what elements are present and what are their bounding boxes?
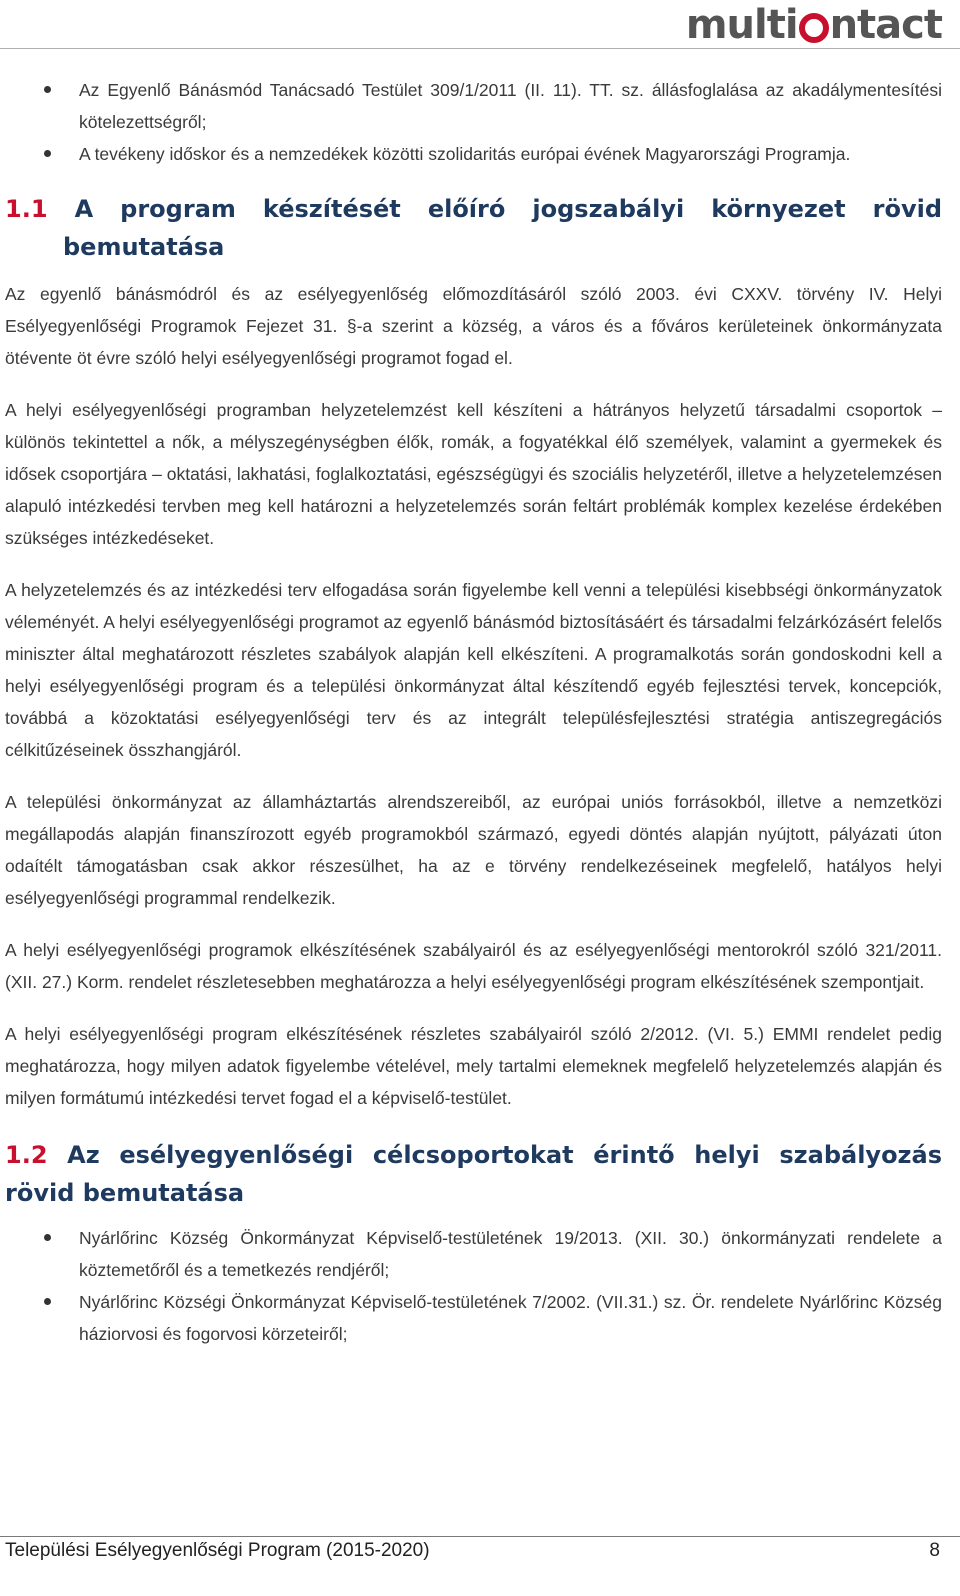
multicontact-logo bbox=[686, 2, 942, 48]
header-divider bbox=[0, 48, 960, 49]
section-title: Az esélyegyenlőségi célcsoportokat érintő helyi szabályozás rövid bemutatása bbox=[5, 1141, 943, 1207]
section-title: A program készítését előíró jogszabályi környezet rövid bemutatása bbox=[63, 195, 943, 261]
paragraph: A helyzetelemzés és az intézkedési terv elfogadása során figyelembe kell venni a települési kisebbségi önkormányzatok véleményét. A helyi esélyegyenlőségi programot az egyenlő bánásmód biztosításáért és társadalmi felzárkózásért felelős miniszter által meghatározott részletes szabályok alapján kell elkészíteni. A programalkotás során gondoskodni kell a helyi esélyegyenlőségi program és a települési önkormányzat által készítendő egyéb fejlesztési tervek, koncepciók, továbbá a közoktatási esélyegyenlőségi terv és az integrált településfejlesztési stratégia antiszegregációs célkitűzéseinek összhangjáról. bbox=[5, 580, 942, 760]
paragraph: A helyi esélyegyenlőségi program elkészítésének részletes szabályairól szóló 2/2012. (VI. 5.) EMMI rendelet pedig meghatározza, hogy milyen adatok figyelembe vételével, mely tartalmi elemeknek megfelelő helyzetelemzés alapján és milyen formátumú intézkedési tervet fogad el a képviselő-testület. bbox=[5, 1024, 942, 1108]
bullet-list-bottom bbox=[5, 1222, 942, 1350]
bullet-icon bbox=[44, 1298, 51, 1305]
footer-divider bbox=[0, 1536, 960, 1537]
list-item bbox=[5, 138, 942, 170]
section-number: 1.1 bbox=[5, 195, 48, 223]
logo-text-ntact: ntact bbox=[829, 2, 942, 48]
list-item-text: Nyárlőrinc Község Önkormányzat Képviselő-testületének 19/2013. (XII. 30.) önkormányzati rendelete a köztemetőről és a temetkezés rendjéről; bbox=[79, 1228, 942, 1280]
page-number: 8 bbox=[929, 1540, 940, 1561]
paragraph: A települési önkormányzat az államháztartás alrendszereiből, az európai uniós forrásokból, illetve a nemzetközi megállapodás alapján finanszírozott egyéb programokból származó, egyedi döntés alapján nyújtott, pályázati úton odaítélt támogatásban csak akkor részesülhet, ha az e törvény rendelkezéseinek megfelelő, hatályos helyi esélyegyenlőségi programmal rendelkezik. bbox=[5, 792, 942, 908]
list-item-text: Az Egyenlő Bánásmód Tanácsadó Testület 309/1/2011 (II. 11). TT. sz. állásfoglalása az akadálymentesítési kötelezettségről; bbox=[79, 80, 942, 132]
section-heading-1-2 bbox=[5, 1136, 942, 1212]
section-heading-1-1 bbox=[5, 190, 942, 266]
paragraph: A helyi esélyegyenlőségi programok elkészítésének szabályairól és az esélyegyenlőségi mentorokról szóló 321/2011. (XII. 27.) Korm. rendelet részletesebben meghatározza a helyi esélyegyenlőségi program elkészítésének szempontjait. bbox=[5, 940, 942, 992]
bullet-icon bbox=[44, 1234, 51, 1241]
paragraph: A helyi esélyegyenlőségi programban helyzetelemzést kell készíteni a hátrányos helyzetű társadalmi csoportok – különös tekintettel a nők, a mélyszegénységben élők, romák, a fogyatékkal élő személyek, valamint a gyermekek és idősek csoportjára – oktatási, lakhatási, foglalkoztatási, egészségügyi és szociális helyzetéről, illetve a helyzetelemzésen alapuló intézkedési tervben meg kell határozni a helyzetelemzés során feltárt problémák komplex kezelése érdekében szükséges intézkedéseket. bbox=[5, 400, 942, 548]
list-item bbox=[5, 1222, 942, 1286]
bullet-list-top bbox=[5, 74, 942, 170]
logo-text-multi: multi bbox=[685, 2, 798, 48]
list-item bbox=[5, 74, 942, 138]
logo-ring-icon bbox=[799, 13, 829, 43]
list-item-text: Nyárlőrinc Községi Önkormányzat Képviselő-testületének 7/2002. (VII.31.) sz. Ör. rendelete Nyárlőrinc Község háziorvosi és fogorvosi körzeteiről; bbox=[79, 1292, 942, 1344]
footer-title: Települési Esélyegyenlőségi Program (2015-2020) bbox=[5, 1540, 430, 1561]
paragraph: Az egyenlő bánásmódról és az esélyegyenlőség előmozdításáról szóló 2003. évi CXXV. törvény IV. Helyi Esélyegyenlőségi Programok Fejezet 31. §-a szerint a község, a város és a főváros kerületeinek önkormányzata ötévente öt évre szóló helyi esélyegyenlőségi programot fogad el. bbox=[5, 284, 942, 368]
list-item bbox=[5, 1286, 942, 1350]
bullet-icon bbox=[44, 86, 51, 93]
document-body bbox=[5, 74, 942, 1350]
section-number: 1.2 bbox=[5, 1141, 48, 1169]
list-item-text: A tevékeny időskor és a nemzedékek közötti szolidaritás európai évének Magyarországi Programja. bbox=[79, 144, 851, 164]
bullet-icon bbox=[44, 150, 51, 157]
